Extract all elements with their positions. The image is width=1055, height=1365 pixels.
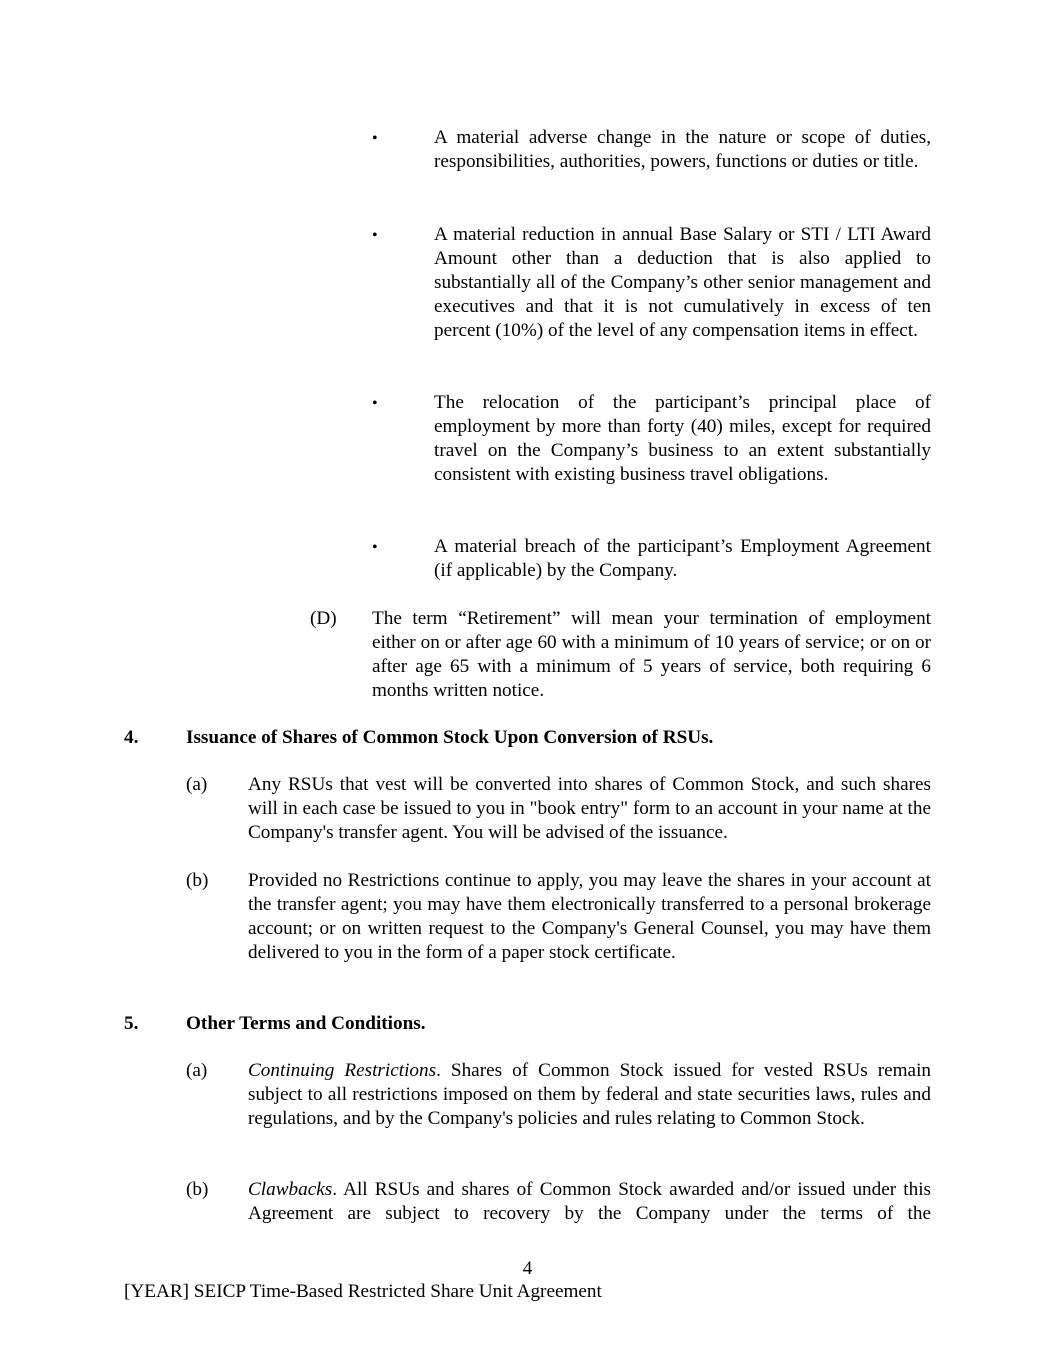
bullet-symbol: • (372, 395, 378, 412)
section-title: Other Terms and Conditions. (186, 1013, 426, 1034)
section-number: 5. (124, 1013, 139, 1034)
item-label: (b) (186, 870, 209, 891)
paragraph-heading: Clawbacks (248, 1179, 333, 1200)
section-paragraph: Any RSUs that vest will be converted into shares of Common Stock, and such shares will in each case be issued to you in "book entry" form to an account in your name at the Company's transfer agent. You will be advised of the issuance. (248, 774, 931, 843)
page-number: 4 (522, 1258, 533, 1279)
section-number: 4. (124, 727, 139, 748)
item-label: (a) (186, 1060, 208, 1081)
bullet-paragraph: A material adverse change in the nature or scope of duties, responsibilities, authorities, powers, functions or duties or title. (434, 127, 931, 172)
bullet-symbol: • (372, 539, 378, 556)
section-paragraph (248, 1059, 931, 1131)
paragraph-body: . Shares of Common Stock issued for vested RSUs remain subject to all restrictions imposed on them by federal and state securities laws, rules and regulations, and by the Company's policies and rules relating to Common Stock. (248, 1060, 931, 1129)
item-label: (D) (310, 608, 337, 629)
item-label: (b) (186, 1179, 209, 1200)
paragraph-heading: Continuing Restrictions (248, 1060, 437, 1081)
bullet-paragraph: A material reduction in annual Base Salary or STI / LTI Award Amount other than a deduction that is also applied to substantially all of the Company’s other senior management and executives and that it is not cumulatively in excess of ten percent (10%) of the level of any compensation items in effect. (434, 224, 931, 341)
bullet-paragraph: The relocation of the participant’s principal place of employment by more than forty (40) miles, except for required travel on the Company’s business to an extent substantially consistent with existing business travel obligations. (434, 392, 931, 485)
paragraph-body: . All RSUs and shares of Common Stock awarded and/or issued under this Agreement are subject to recovery by the Company under the terms of the (248, 1179, 931, 1224)
bullet-symbol: • (372, 130, 378, 147)
section-paragraph (248, 1178, 931, 1226)
item-label: (a) (186, 774, 208, 795)
bullet-paragraph: A material breach of the participant’s Employment Agreement (if applicable) by the Company. (434, 536, 931, 581)
document-footer: [YEAR] SEICP Time-Based Restricted Share Unit Agreement (124, 1281, 602, 1302)
retirement-paragraph: The term “Retirement” will mean your termination of employment either on or after age 60 with a minimum of 10 years of service; or on or after age 65 with a minimum of 5 years of service, both requiring 6 months written notice. (372, 608, 931, 701)
section-title: Issuance of Shares of Common Stock Upon Conversion of RSUs. (186, 727, 714, 748)
bullet-symbol: • (372, 227, 378, 244)
section-paragraph: Provided no Restrictions continue to apply, you may leave the shares in your account at the transfer agent; you may have them electronically transferred to a personal brokerage account; or on written request to the Company's General Counsel, you may have them delivered to you in the form of a paper stock certificate. (248, 870, 931, 963)
